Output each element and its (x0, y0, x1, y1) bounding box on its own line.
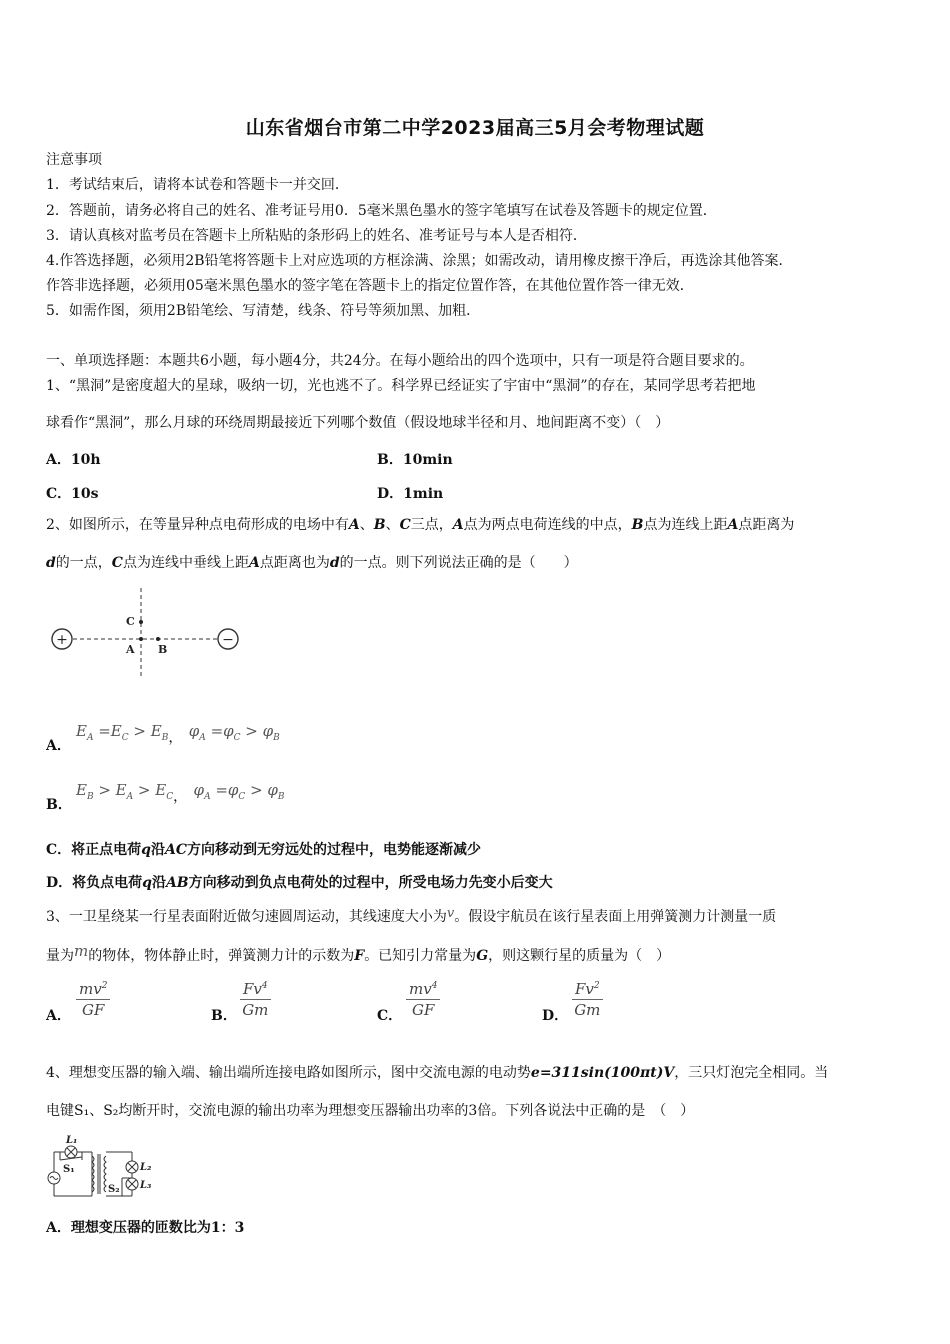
label-c: C (126, 615, 135, 628)
label-l1: L₁ (66, 1135, 78, 1146)
q2-option-c: C．将正点电荷q沿AC方向移动到无穷远处的过程中，电势能逐渐减少 (46, 842, 481, 858)
q4-transformer-circuit (46, 1130, 161, 1205)
q3-option-a-label: A． (46, 1008, 71, 1024)
label-a: A (126, 643, 135, 656)
q2-dipole-figure (46, 585, 246, 680)
label-s2: S₂ (108, 1184, 120, 1195)
notice-heading: 注意事项 (46, 152, 102, 168)
notice-item-4-cont: 作答非选择题，必须用05毫米黑色墨水的签字笔在答题卡上的指定位置作答，在其他位置作答一律无效． (46, 278, 694, 294)
q4-stem-line1: 4、理想变压器的输入端、输出端所连接电路如图所示，图中交流电源的电动势e=311sin(100πt)V，三只灯泡完全相同。当 (46, 1065, 829, 1081)
q3-stem-line1: 3、一卫星绕某一行星表面附近做匀速圆周运动，其线速度大小为v。假设宇航员在该行星表面上用弹簧测力计测量一质 (46, 906, 777, 925)
label-s1: S₁ (63, 1164, 75, 1175)
minus-sign: − (222, 632, 234, 648)
q2-stem-line1: 2、如图所示，在等量异种点电荷形成的电场中有A、B、C三点，A点为两点电荷连线的中点，B点为连线上距A点距离为 (46, 517, 795, 533)
notice-item-4: 4.作答选择题，必须用2B铅笔将答题卡上对应选项的方框涂满、涂黑；如需改动，请用橡皮擦干净后，再选涂其他答案． (46, 253, 793, 269)
q3-stem-line2: 量为m的物体，物体静止时，弹簧测力计的示数为F。已知引力常量为G，则这颗行星的质量为（ ） (46, 942, 671, 964)
q2-option-d: D．将负点电荷q沿AB方向移动到负点电荷处的过程中，所受电场力先变小后变大 (46, 875, 553, 891)
q2-option-a-formula: $E_A =E_C > E_B$， $\varphi_A =\varphi_C > \varphi_B$ (76, 722, 280, 746)
secondary-coil-icon (104, 1156, 106, 1192)
notice-item-1: 1．考试结束后，请将本试卷和答题卡一并交回． (46, 177, 349, 193)
q2-option-b-label: B． (46, 797, 72, 813)
q2-option-a-label: A． (46, 738, 71, 754)
notice-item-5: 5．如需作图，须用2B铅笔绘、写清楚，线条、符号等须加黑、加粗． (46, 303, 481, 319)
label-b: B (158, 643, 168, 656)
q1-option-b: B．10min (377, 452, 453, 468)
section-heading: 一、单项选择题：本题共6小题，每小题4分，共24分。在每小题给出的四个选项中，只有一项是符合题目要求的。 (46, 353, 754, 369)
q3-option-c-label: C． (377, 1008, 403, 1024)
q3-option-a-fraction: $\frac{mv^2}{GF}$ (76, 980, 110, 1019)
q4-option-a: A．理想变压器的匝数比为1：3 (46, 1220, 245, 1236)
point-c-dot (139, 620, 143, 624)
plus-sign: + (56, 632, 68, 648)
q3-option-b-fraction: $\frac{Fv^4}{Gm}$ (240, 980, 271, 1019)
notice-item-2: 2．答题前，请务必将自己的姓名、准考证号用0．5毫米黑色墨水的签字笔填写在试卷及答题卡的规定位置． (46, 203, 717, 219)
point-a-dot (139, 637, 143, 641)
label-l3: L₃ (140, 1180, 152, 1191)
q2-stem-line2: d的一点，C点为连线中垂线上距A点距离也为d的一点。则下列说法正确的是（ ） (46, 555, 578, 571)
q3-option-b-label: B． (211, 1008, 237, 1024)
q3-option-d-label: D． (542, 1008, 569, 1024)
page-title: 山东省烟台市第二中学2023届高三5月会考物理试题 (245, 117, 705, 139)
primary-coil-icon (92, 1156, 94, 1192)
q3-option-c-fraction: $\frac{mv^4}{GF}$ (406, 980, 440, 1019)
q1-option-d: D．1min (377, 486, 444, 502)
q1-stem-line2: 球看作“黑洞”，那么月球的环绕周期最接近下列哪个数值（假设地球半径和月、地间距离不变）（ ） (46, 415, 670, 431)
notice-item-3: 3．请认真核对监考员在答题卡上所粘贴的条形码上的姓名、准考证号与本人是否相符． (46, 228, 587, 244)
q4-stem-line2: 电键S₁、S₂均断开时，交流电源的输出功率为理想变压器输出功率的3倍。下列各说法中正确的是 （ ） (46, 1103, 695, 1119)
q1-stem-line1: 1、“黑洞”是密度超大的星球，吸纳一切，光也逃不了。科学界已经证实了宇宙中“黑洞”的存在，某同学思考若把地 (46, 378, 756, 394)
point-b-dot (156, 637, 160, 641)
q1-option-c: C．10s (46, 486, 99, 502)
q2-option-b-formula: $E_B > E_A > E_C$， $\varphi_A =\varphi_C > \varphi_B$ (76, 781, 285, 805)
label-l2: L₂ (140, 1162, 152, 1173)
q1-option-a: A．10h (46, 452, 101, 468)
q3-option-d-fraction: $\frac{Fv^2}{Gm}$ (572, 980, 603, 1019)
